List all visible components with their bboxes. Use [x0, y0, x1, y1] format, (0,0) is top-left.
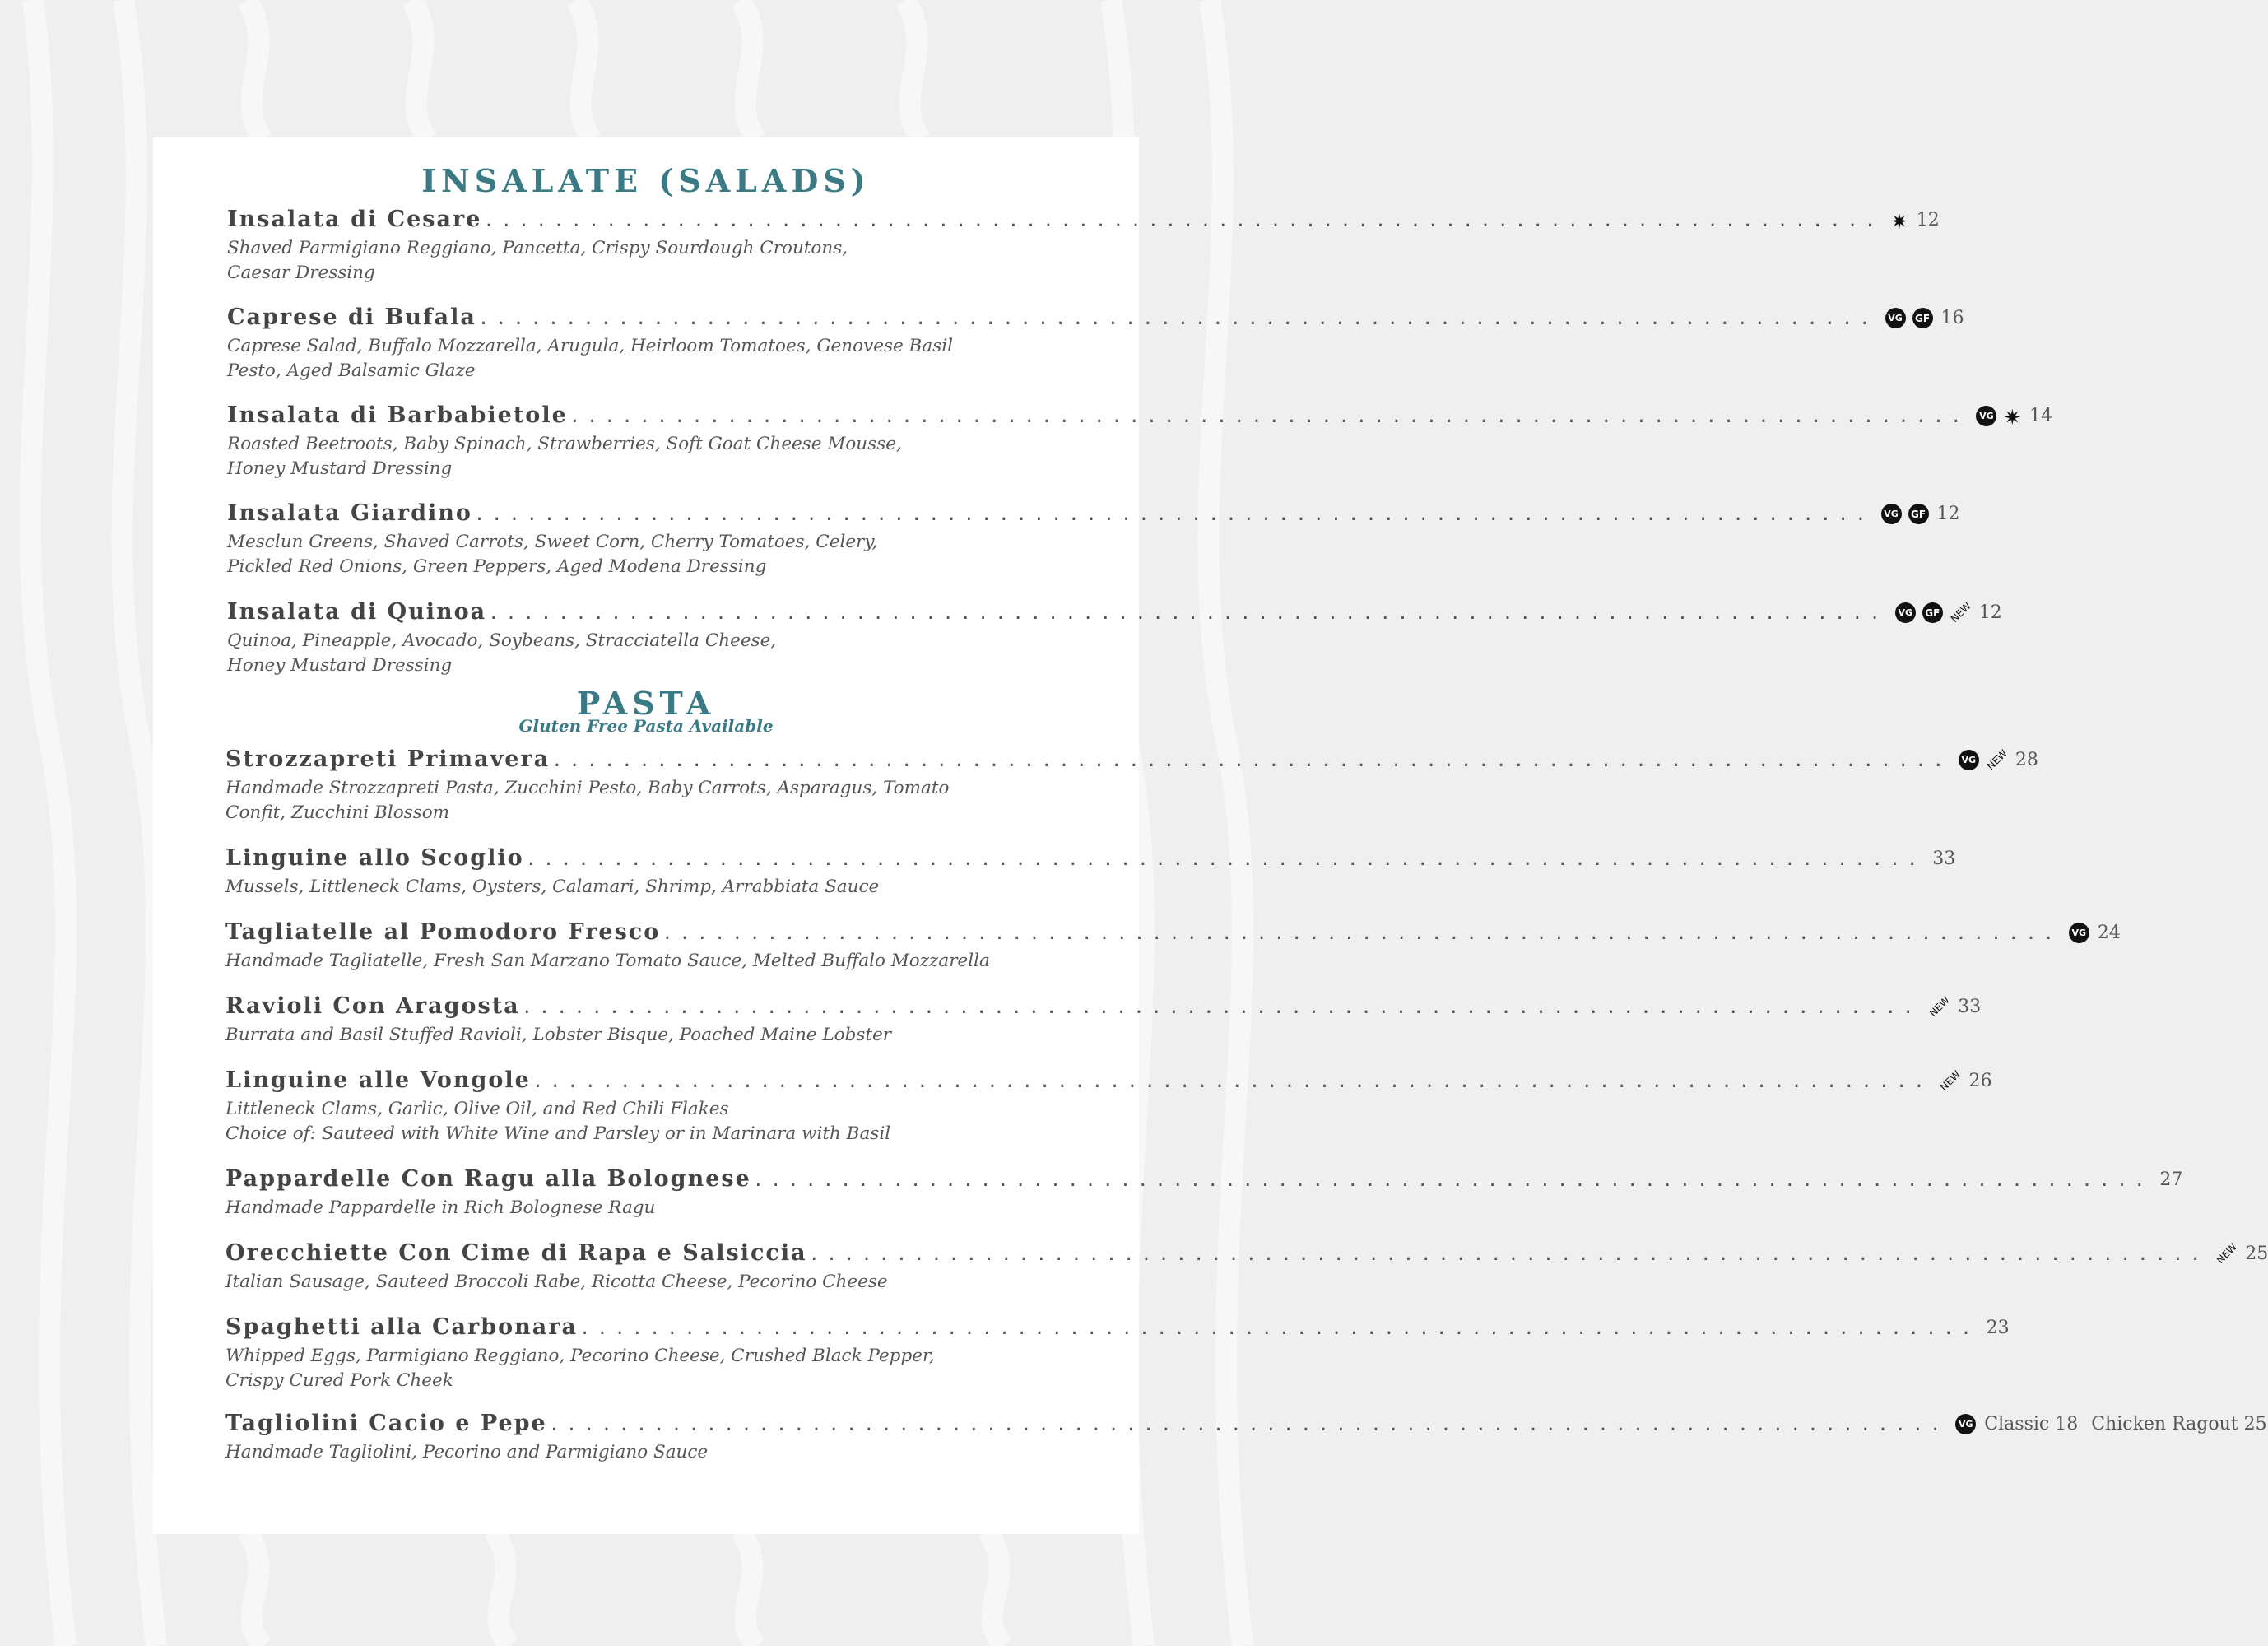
- vegetarian-icon: VG: [1959, 750, 1979, 770]
- item-description: [227, 530, 1067, 579]
- description-line: Quinoa, Pineapple, Avocado, Soybeans, Stracciatella Cheese,: [227, 630, 777, 651]
- new-item-icon: NEW: [1948, 600, 1973, 625]
- chef-special-icon: ✷: [2003, 406, 2022, 430]
- description-line: Shaved Parmigiano Reggiano, Pancetta, Crispy Sourdough Croutons,: [227, 238, 848, 258]
- description-line: Mussels, Littleneck Clams, Oysters, Calamari, Shrimp, Arrabbiata Sauce: [225, 876, 880, 897]
- dot-leader: ................................................................................: [752, 1170, 2152, 1191]
- description-line: Confit, Zucchini Blossom: [225, 802, 450, 823]
- item-description: [227, 629, 1067, 678]
- menu-item: [225, 1161, 2183, 1221]
- item-price: 27: [2159, 1169, 2183, 1190]
- gluten-free-icon: GF: [1908, 504, 1929, 524]
- item-price: 12: [1978, 602, 2002, 623]
- description-line: Honey Mustard Dressing: [227, 458, 453, 479]
- item-price: 28: [2015, 750, 2038, 770]
- item-price: 24: [2097, 923, 2121, 943]
- item-price: 16: [1940, 308, 1964, 328]
- menu-item: [227, 202, 1940, 286]
- description-line: Handmade Strozzapreti Pasta, Zucchini Pesto, Baby Carrots, Asparagus, Tomato: [225, 778, 950, 798]
- new-item-icon: NEW: [1938, 1068, 1964, 1094]
- gluten-free-icon: GF: [1912, 308, 1933, 328]
- item-price: 26: [1968, 1071, 1992, 1091]
- dot-leader: ................................................................................: [579, 1318, 1978, 1339]
- new-item-icon: NEW: [2215, 1241, 2240, 1267]
- item-price-classic: Classic 18: [1984, 1414, 2079, 1434]
- description-line: Caprese Salad, Buffalo Mozzarella, Arugula, Heirloom Tomatoes, Genovese Basil: [227, 336, 953, 356]
- description-line: Pickled Red Onions, Green Peppers, Aged Modena Dressing: [227, 556, 767, 577]
- description-line: Burrata and Basil Stuffed Ravioli, Lobster Bisque, Poached Maine Lobster: [225, 1025, 892, 1045]
- description-line: Whipped Eggs, Parmigiano Reggiano, Pecorino Cheese, Crushed Black Pepper,: [225, 1346, 935, 1366]
- description-line: Handmade Tagliolini, Pecorino and Parmigiano Sauce: [225, 1442, 709, 1462]
- menu-item: [225, 1309, 2010, 1393]
- vegetarian-icon: VG: [1976, 406, 1996, 426]
- menu-item: [227, 495, 1960, 579]
- item-description: [227, 334, 1067, 384]
- menu-item: [225, 1406, 2267, 1465]
- menu-item: [227, 594, 2002, 678]
- item-price: 14: [2029, 406, 2053, 426]
- menu-item: [225, 1235, 2268, 1295]
- item-price: 12: [1936, 504, 1960, 524]
- item-name: Ravioli Con Aragosta: [225, 993, 520, 1019]
- description-line: Italian Sausage, Sauteed Broccoli Rabe, Ricotta Cheese, Pecorino Cheese: [225, 1272, 888, 1292]
- menu-item: [225, 1062, 1992, 1146]
- dot-leader: ................................................................................: [532, 1072, 1931, 1092]
- menu-item: [225, 914, 2121, 974]
- item-price: 33: [1932, 849, 1956, 869]
- menu-item: [225, 988, 1982, 1048]
- item-name: Insalata di Barbabietole: [227, 402, 568, 428]
- item-name: Spaghetti alla Carbonara: [225, 1314, 579, 1340]
- menu-item: [227, 398, 2053, 481]
- menu-item: [225, 840, 1956, 900]
- item-description: [225, 949, 1065, 974]
- item-name: Linguine alle Vongole: [225, 1067, 531, 1093]
- gluten-free-icon: GF: [1922, 602, 1943, 623]
- item-description: [225, 1270, 1065, 1295]
- dot-leader: ................................................................................: [569, 407, 1968, 427]
- item-price: 33: [1958, 997, 1982, 1017]
- menu-item: [227, 300, 1964, 384]
- item-name: Insalata Giardino: [227, 500, 472, 526]
- item-name: Linguine allo Scoglio: [225, 845, 524, 871]
- item-price-chicken: Chicken Ragout 25: [2091, 1414, 2267, 1434]
- item-name: Pappardelle Con Ragu alla Bolognese: [225, 1166, 751, 1192]
- description-line: Handmade Tagliatelle, Fresh San Marzano Tomato Sauce, Melted Buffalo Mozzarella: [225, 951, 990, 971]
- new-item-icon: NEW: [1984, 747, 2010, 773]
- description-line: Littleneck Clams, Garlic, Olive Oil, and Red Chili Flakes: [225, 1099, 729, 1119]
- dot-leader: ................................................................................: [662, 923, 2061, 944]
- vegetarian-icon: VG: [2069, 923, 2089, 943]
- description-line: Handmade Pappardelle in Rich Bolognese Ragu: [225, 1197, 656, 1218]
- item-name: Insalata di Quinoa: [227, 599, 487, 625]
- dot-leader: ................................................................................: [525, 849, 1925, 870]
- dot-leader: ................................................................................: [808, 1244, 2208, 1265]
- dot-leader: ................................................................................: [483, 211, 1882, 231]
- vegetarian-icon: VG: [1885, 308, 1906, 328]
- item-description: [225, 1440, 1065, 1465]
- item-description: [225, 875, 1065, 900]
- item-description: [225, 1344, 1065, 1393]
- item-description: [227, 236, 1067, 286]
- item-price: 23: [1986, 1318, 2010, 1338]
- vegetarian-icon: VG: [1881, 504, 1902, 524]
- description-line: Pesto, Aged Balsamic Glaze: [227, 360, 476, 381]
- description-line: Roasted Beetroots, Baby Spinach, Strawberries, Soft Goat Cheese Mousse,: [227, 434, 902, 454]
- menu-item: [225, 742, 2038, 825]
- item-description: [227, 432, 1067, 481]
- pasta-section-title: PASTA: [576, 685, 716, 722]
- item-price: 25: [2245, 1244, 2268, 1264]
- dot-leader: ................................................................................: [548, 1415, 1948, 1435]
- item-name: Caprese di Bufala: [227, 305, 476, 330]
- item-description: [225, 1097, 1065, 1146]
- vegetarian-icon: VG: [1955, 1414, 1976, 1434]
- item-name: Strozzapreti Primavera: [225, 746, 551, 772]
- vegetarian-icon: VG: [1895, 602, 1916, 623]
- item-name: Orecchiette Con Cime di Rapa e Salsiccia: [225, 1240, 807, 1266]
- new-item-icon: NEW: [1927, 994, 1953, 1020]
- item-name: Insalata di Cesare: [227, 207, 482, 232]
- dot-leader: ................................................................................: [488, 603, 1887, 624]
- chef-special-icon: ✷: [1889, 210, 1908, 235]
- pasta-section-subtitle: Gluten Free Pasta Available: [518, 716, 774, 736]
- item-name: Tagliolini Cacio e Pepe: [225, 1411, 547, 1436]
- item-description: [225, 1196, 1065, 1221]
- description-line: Mesclun Greens, Shaved Carrots, Sweet Corn, Cherry Tomatoes, Celery,: [227, 532, 878, 552]
- item-description: [225, 776, 1065, 825]
- dot-leader: ................................................................................: [473, 504, 1873, 525]
- item-price: 12: [1916, 210, 1940, 230]
- dot-leader: ................................................................................: [551, 751, 1950, 771]
- dot-leader: ................................................................................: [521, 997, 1921, 1018]
- description-line: Crispy Cured Pork Cheek: [225, 1370, 453, 1391]
- description-line: Honey Mustard Dressing: [227, 655, 453, 676]
- description-line: Caesar Dressing: [227, 263, 375, 283]
- menu-card: [153, 137, 2268, 1534]
- dot-leader: ................................................................................: [477, 309, 1877, 329]
- salads-section-title: INSALATE (SALADS): [421, 162, 871, 199]
- description-line: Choice of: Sauteed with White Wine and Parsley or in Marinara with Basil: [225, 1123, 891, 1144]
- item-description: [225, 1023, 1065, 1048]
- item-name: Tagliatelle al Pomodoro Fresco: [225, 919, 661, 945]
